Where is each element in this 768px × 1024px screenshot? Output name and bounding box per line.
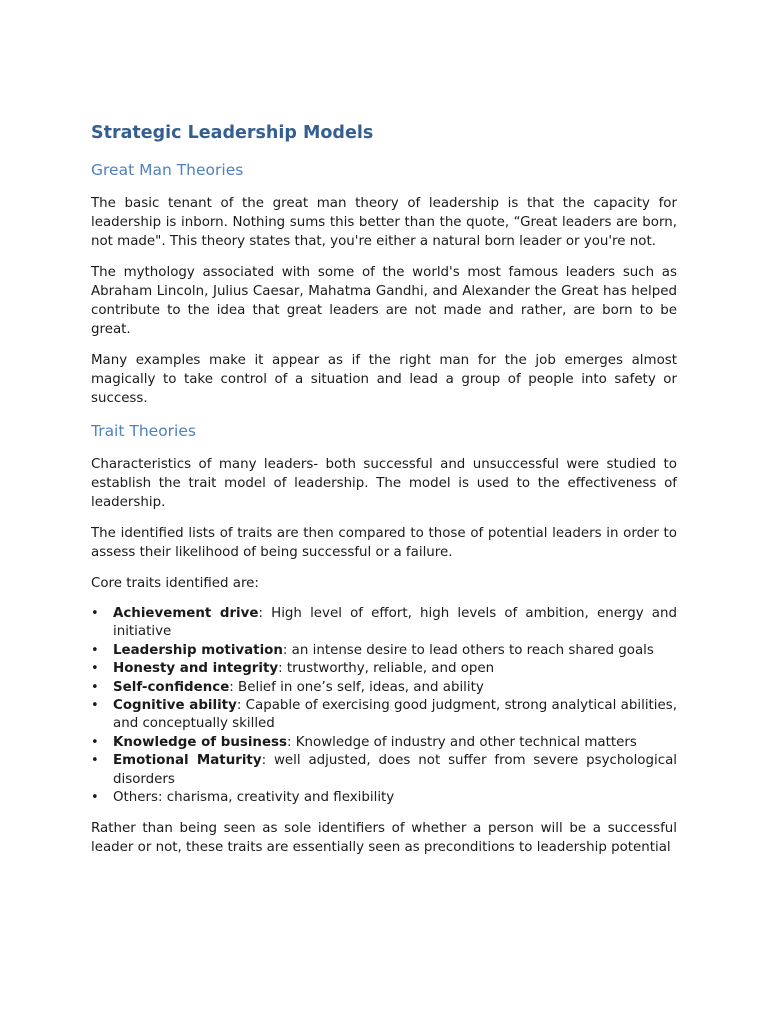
list-item xyxy=(91,642,677,660)
paragraph: The basic tenant of the great man theory of leadership is that the capacity for leadership is inborn. Nothing sums this better than the quote, “Great leaders are born, not made". This theory states that, you're either a natural born leader or you're not. xyxy=(91,196,677,249)
trait-term: Emotional Maturity xyxy=(113,753,262,769)
bullet-icon: • xyxy=(91,606,99,621)
paragraph: Many examples make it appear as if the right man for the job emerges almost magically to take control of a situation and lead a group of people into safety or success. xyxy=(91,353,677,406)
trait-term: Honesty and integrity xyxy=(113,661,279,677)
list-item xyxy=(91,752,677,789)
trait-term: Cognitive ability xyxy=(113,698,237,714)
document-title: Strategic Leadership Models xyxy=(91,123,374,143)
paragraph: Characteristics of many leaders- both successful and unsuccessful were studied to establish the trait model of leadership. The model is used to the effectiveness of leadership. xyxy=(91,457,677,510)
trait-desc: : well adjusted, does not suffer from severe psychological disorders xyxy=(113,753,678,787)
trait-desc: Others: charisma, creativity and flexibility xyxy=(113,790,395,806)
bullet-icon: • xyxy=(91,698,99,714)
bullet-icon: • xyxy=(91,734,99,750)
bullet-icon: • xyxy=(91,790,99,806)
trait-desc: : an intense desire to lead others to reach shared goals xyxy=(282,642,654,658)
document-content xyxy=(91,121,677,869)
trait-desc: : High level of effort, high levels of ambition, energy and initiative xyxy=(113,606,677,640)
bullet-icon: • xyxy=(91,753,99,769)
bullet-icon: • xyxy=(91,679,99,695)
bullet-icon: • xyxy=(91,661,99,677)
traits-list xyxy=(91,605,677,807)
trait-desc: : Capable of exercising good judgment, strong analytical abilities, and conceptually skilled xyxy=(113,698,677,732)
trait-desc: : Knowledge of industry and other technical matters xyxy=(287,734,637,750)
section-heading-great-man: Great Man Theories xyxy=(91,161,244,179)
list-item xyxy=(91,697,677,734)
trait-term: Achievement drive xyxy=(113,606,259,621)
section-heading-trait: Trait Theories xyxy=(91,422,196,440)
trait-term: Knowledge of business xyxy=(113,734,287,750)
list-item xyxy=(91,734,677,752)
list-item xyxy=(91,679,677,697)
paragraph: Core traits identified are: xyxy=(91,576,259,591)
bullet-icon: • xyxy=(91,642,99,658)
paragraph: The mythology associated with some of the world's most famous leaders such as Abraham Lincoln, Julius Caesar, Mahatma Gandhi, and Alexander the Great has helped contribute to the idea that great leaders are not made and rather, are born to be great. xyxy=(91,265,677,337)
closing-paragraph: Rather than being seen as sole identifiers of whether a person will be a successful leader or not, these traits are essentially seen as preconditions to leadership potential xyxy=(91,821,677,856)
trait-desc: : trustworthy, reliable, and open xyxy=(278,661,495,677)
trait-desc: : Belief in one’s self, ideas, and ability xyxy=(229,679,484,695)
list-item xyxy=(91,605,677,642)
list-item xyxy=(91,789,677,807)
list-item xyxy=(91,660,677,678)
trait-term: Self-confidence xyxy=(113,679,230,695)
paragraph: The identified lists of traits are then compared to those of potential leaders in order to assess their likelihood of being successful or a failure. xyxy=(91,526,677,560)
trait-term: Leadership motivation xyxy=(113,642,283,658)
